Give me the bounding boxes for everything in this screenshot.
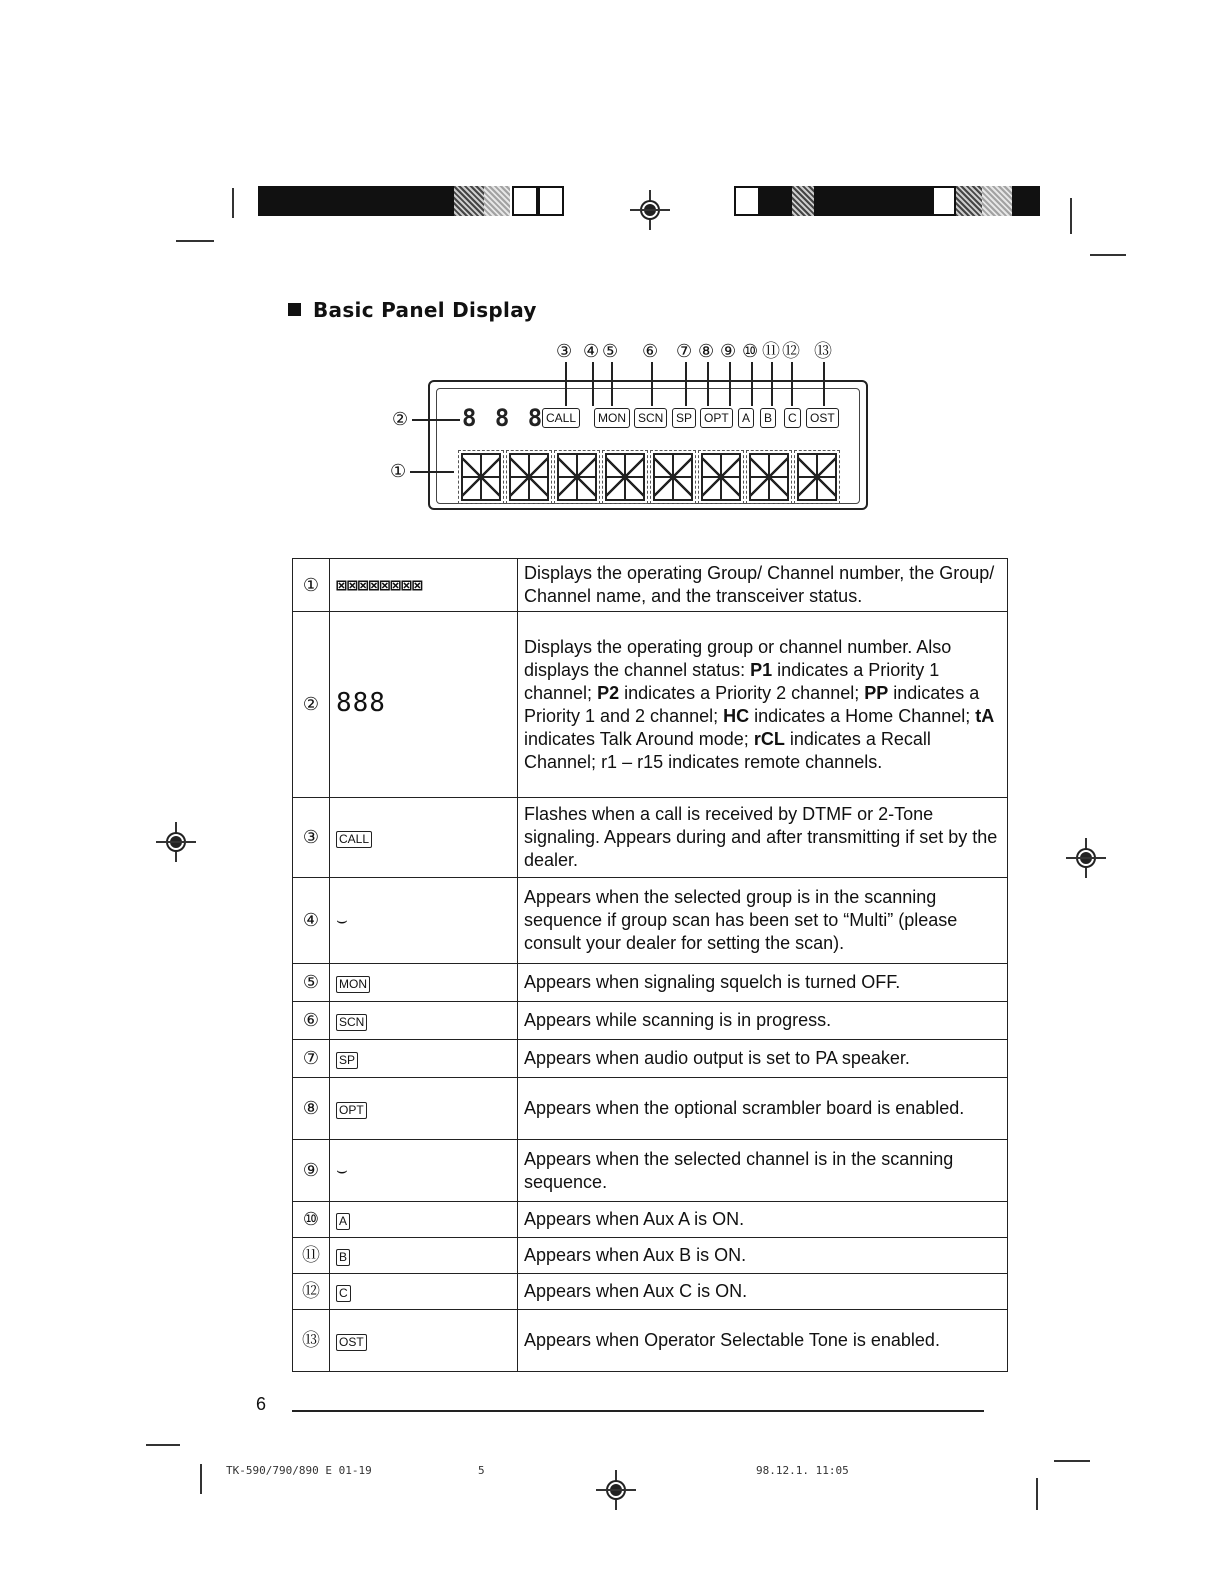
description-text: indicates a Priority 2 channel; (619, 682, 865, 703)
indicator-symbol: C (336, 1285, 351, 1302)
callout-line (707, 362, 709, 406)
row-number: ⑧ (293, 1078, 330, 1140)
seg16-character (746, 450, 792, 504)
row-number: ⑤ (293, 964, 330, 1002)
lcd-indicator-sp: SP (672, 408, 696, 428)
scan-arrow-icon: ⌣ (336, 1160, 348, 1181)
indicator-symbol: CALL (336, 831, 372, 848)
seg7-digits: 8 8 8 (462, 404, 545, 432)
seg16-character (602, 450, 648, 504)
header-color-bar-left (258, 186, 564, 216)
symbol-cell (330, 1002, 518, 1040)
description-text: Displays the operating group or channel number. Also displays the channel status: (524, 636, 952, 680)
symbol-cell (330, 1078, 518, 1140)
symbol-cell (330, 964, 518, 1002)
description-cell: Appears while scanning is in progress. (518, 1002, 1008, 1040)
callout-top: ⑨ (720, 341, 737, 361)
row-number: ⑨ (293, 1140, 330, 1202)
description-cell: Flashes when a call is received by DTMF or 2-Tone signaling. Appears during and after transmitting if set by the dealer. (518, 798, 1008, 878)
row-number: ⑩ (293, 1202, 330, 1238)
callout-line (791, 362, 793, 406)
lcd-indicator-ost: OST (806, 408, 839, 428)
crop-mark (232, 188, 234, 218)
callout-top: ③ (556, 341, 573, 361)
row-number: ⑪ (293, 1238, 330, 1274)
callout-line (771, 362, 773, 406)
description-cell (518, 612, 1008, 798)
registration-mark-icon (1066, 838, 1106, 878)
seg7-symbol: 888 (336, 688, 386, 718)
description-text: indicates Talk Around mode; (524, 728, 754, 749)
callout-top: ⑬ (814, 341, 832, 361)
table-row (293, 612, 1008, 798)
status-code: P1 (750, 659, 773, 680)
callout-line (729, 362, 731, 406)
status-code: PP (864, 682, 889, 703)
table-row (293, 1078, 1008, 1140)
row-number: ④ (293, 878, 330, 964)
indicator-symbol: SP (336, 1052, 358, 1069)
callout-top: ⑦ (676, 341, 693, 361)
crop-mark (146, 1444, 180, 1446)
description-cell: Appears when the selected channel is in the scanning sequence. (518, 1140, 1008, 1202)
callout-line (565, 362, 567, 406)
description-cell: Appears when Aux B is ON. (518, 1238, 1008, 1274)
symbol-cell (330, 1202, 518, 1238)
symbol-cell (330, 612, 518, 798)
callout-top: ④ (583, 341, 600, 361)
symbol-cell (330, 1140, 518, 1202)
crop-mark (1036, 1478, 1038, 1510)
indicator-symbol: MON (336, 976, 370, 993)
crop-mark (176, 240, 214, 242)
callout-top: ⑤ (602, 341, 619, 361)
status-code: P2 (597, 682, 620, 703)
row-number: ⑥ (293, 1002, 330, 1040)
crop-mark (1070, 198, 1072, 234)
footer-sheet-number: 5 (478, 1464, 485, 1477)
callout-top: ⑥ (642, 341, 659, 361)
table-row (293, 1238, 1008, 1274)
lcd-indicator-c: C (784, 408, 801, 428)
crop-mark (200, 1464, 202, 1494)
callout-line (685, 362, 687, 406)
seg16-character (458, 450, 504, 504)
symbol-cell (330, 1238, 518, 1274)
footer-rule (292, 1410, 984, 1412)
description-cell: Appears when Aux A is ON. (518, 1202, 1008, 1238)
table-row (293, 1002, 1008, 1040)
description-cell: Appears when signaling squelch is turned OFF. (518, 964, 1008, 1002)
table-row (293, 1310, 1008, 1372)
lcd-indicator-mon: MON (594, 408, 630, 428)
table-row (293, 964, 1008, 1002)
seg16-character (650, 450, 696, 504)
symbol-cell (330, 1274, 518, 1310)
seg16-symbol: ⊠⊠⊠⊠⊠⊠⊠⊠ (336, 574, 423, 596)
description-text: indicates a Priority 1 channel; (524, 659, 940, 703)
callout-2: ② (392, 409, 409, 429)
lcd-indicator-a: A (738, 408, 754, 428)
description-cell: Displays the operating Group/ Channel number, the Group/ Channel name, and the transceiver status. (518, 559, 1008, 612)
callout-line (592, 362, 594, 406)
symbol-cell (330, 559, 518, 612)
indicator-symbol: OPT (336, 1102, 367, 1119)
symbol-cell (330, 1310, 518, 1372)
lcd-indicator-opt: OPT (700, 408, 733, 428)
description-text: indicates a Recall Channel; (524, 728, 931, 772)
table-row (293, 559, 1008, 612)
symbol-cell (330, 1040, 518, 1078)
description-text: indicates a Home Channel; (749, 705, 976, 726)
scan-arrow-icon: ⌣ (336, 910, 348, 931)
description-text: r1 – r15 indicates remote channels. (601, 751, 883, 772)
callout-line (611, 362, 613, 406)
callout-line (412, 419, 460, 421)
seg16-character (506, 450, 552, 504)
callout-top: ⑪ (762, 341, 780, 361)
crop-mark (1054, 1460, 1090, 1462)
row-number: ① (293, 559, 330, 612)
table-row (293, 1274, 1008, 1310)
table-row (293, 1140, 1008, 1202)
section-title: Basic Panel Display (288, 298, 537, 322)
header-color-bar-right (734, 186, 1040, 216)
status-code: tA (975, 705, 995, 726)
row-number: ⑫ (293, 1274, 330, 1310)
lcd-indicator-call: CALL (542, 408, 580, 428)
registration-mark-icon (596, 1470, 636, 1510)
description-cell: Appears when the selected group is in the scanning sequence if group scan has been set to “Multi” (please consult your dealer for setting the scan). (518, 878, 1008, 964)
indicator-symbol: SCN (336, 1014, 367, 1031)
display-legend-table (292, 558, 1008, 1372)
callout-1: ① (390, 461, 407, 481)
callout-line (751, 362, 753, 406)
indicator-symbol: OST (336, 1334, 367, 1351)
footer-timestamp: 98.12.1. 11:05 (756, 1464, 849, 1477)
registration-mark-icon (630, 190, 670, 230)
page-number: 6 (256, 1394, 267, 1414)
symbol-cell (330, 878, 518, 964)
footer-file-id: TK-590/790/890 E 01-19 (226, 1464, 372, 1477)
seg16-character (698, 450, 744, 504)
table-row (293, 798, 1008, 878)
callout-top: ⑫ (782, 341, 800, 361)
status-code: HC (723, 705, 750, 726)
row-number: ③ (293, 798, 330, 878)
callout-line (410, 471, 454, 473)
lcd-indicator-scn: SCN (634, 408, 667, 428)
symbol-cell (330, 798, 518, 878)
registration-mark-icon (156, 822, 196, 862)
seg16-character (554, 450, 600, 504)
description-text: indicates a Priority 1 and 2 channel; (524, 682, 980, 726)
table-row (293, 878, 1008, 964)
callout-line (823, 362, 825, 406)
indicator-symbol: A (336, 1213, 350, 1230)
seg16-character (794, 450, 840, 504)
lcd-indicator-b: B (760, 408, 776, 428)
callout-line (651, 362, 653, 406)
row-number: ⑬ (293, 1310, 330, 1372)
description-cell: Appears when Operator Selectable Tone is enabled. (518, 1310, 1008, 1372)
table-row (293, 1202, 1008, 1238)
square-bullet-icon (288, 303, 301, 316)
crop-mark (1090, 254, 1126, 256)
status-code: rCL (753, 728, 785, 749)
callout-top: ⑧ (698, 341, 715, 361)
table-row (293, 1040, 1008, 1078)
description-cell: Appears when Aux C is ON. (518, 1274, 1008, 1310)
description-cell: Appears when audio output is set to PA speaker. (518, 1040, 1008, 1078)
indicator-symbol: B (336, 1249, 350, 1266)
row-number: ⑦ (293, 1040, 330, 1078)
callout-top: ⑩ (742, 341, 759, 361)
description-cell: Appears when the optional scrambler board is enabled. (518, 1078, 1008, 1140)
row-number: ② (293, 612, 330, 798)
